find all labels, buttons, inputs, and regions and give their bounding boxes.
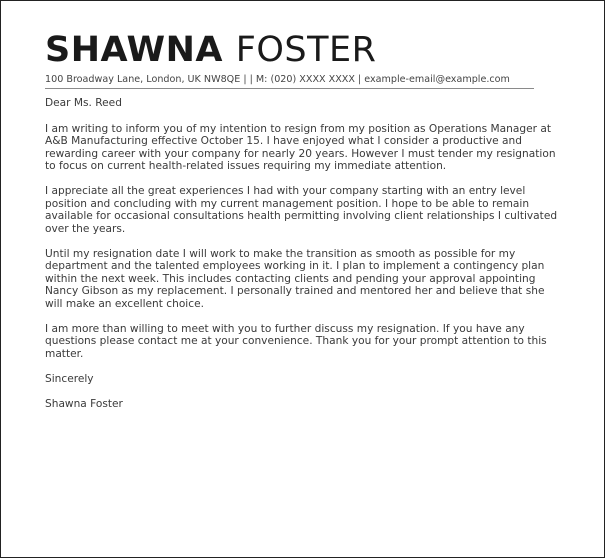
contact-line: 100 Broadway Lane, London, UK NW8QE | | M: (020) XXXX XXXX | example-email@example.com <box>45 73 534 89</box>
body-paragraph-4: I am more than willing to meet with you to further discuss my resignation. If you have any questions please contact me at your convenience. Thank you for your prompt attention to this matter. <box>45 322 547 360</box>
closing: Sincerely <box>45 372 94 385</box>
sender-first-name: SHAWNA <box>45 30 223 70</box>
sender-name <box>45 31 565 69</box>
letter-body <box>45 97 565 411</box>
salutation: Dear Ms. Reed <box>45 97 122 109</box>
letter-content <box>45 31 565 423</box>
body-paragraph-3: Until my resignation date I will work to make the transition as smooth as possible for my department and the talented employees working in it. I plan to implement a contingency plan within the next week. This includes contacting clients and pending your approval appointing Nancy Gibson as my replacement. I personally trained and mentored her and believe that she will make an excellent choice. <box>45 247 545 310</box>
body-paragraph-2: I appreciate all the great experiences I had with your company starting with an entry level position and concluding with my current management position. I hope to be able to remain available for occasional consultations health permitting involving client relationships I cultivated over the years. <box>45 185 558 235</box>
sender-last-name: FOSTER <box>235 30 377 70</box>
signature-name: Shawna Foster <box>45 398 123 410</box>
body-paragraph-1: I am writing to inform you of my intention to resign from my position as Operations Manager at A&B Manufacturing effective October 15. I have enjoyed what I consider a productive and rewarding career with your company for nearly 20 years. However I must tender my resignation to focus on current health-related issues requiring my immediate attention. <box>45 122 556 172</box>
